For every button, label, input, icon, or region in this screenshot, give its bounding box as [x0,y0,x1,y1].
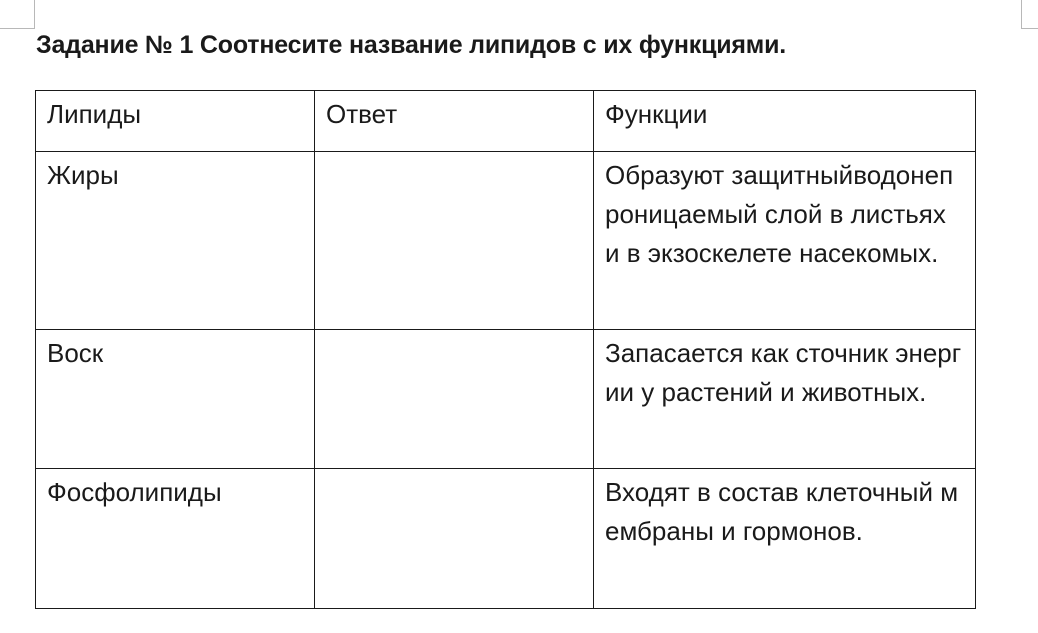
table-header-row [36,91,976,152]
lipid-name-cell: Воск [36,330,315,469]
header-functions: Функции [594,91,976,152]
function-cell: Входят в состав клеточный мембраны и гормонов. [594,469,976,609]
function-cell: Запасается как сточник энергии у растений и животных. [594,330,976,469]
header-lipids: Липиды [36,91,315,152]
table-row [36,469,976,609]
lipids-table [35,90,976,609]
page-corner-mark-right [1021,0,1038,29]
table-row [36,152,976,330]
lipid-name-cell: Жиры [36,152,315,330]
answer-cell[interactable] [315,330,594,469]
table-row [36,330,976,469]
answer-cell[interactable] [315,152,594,330]
header-answer: Ответ [315,91,594,152]
page-corner-mark-left [0,0,35,29]
lipid-name-cell: Фосфолипиды [36,469,315,609]
function-cell: Образуют защитныйводонепроницаемый слой в листьях и в экзоскелете насекомых. [594,152,976,330]
answer-cell[interactable] [315,469,594,609]
task-title: Задание № 1 Соотнесите название липидов с их функциями. [36,31,787,59]
